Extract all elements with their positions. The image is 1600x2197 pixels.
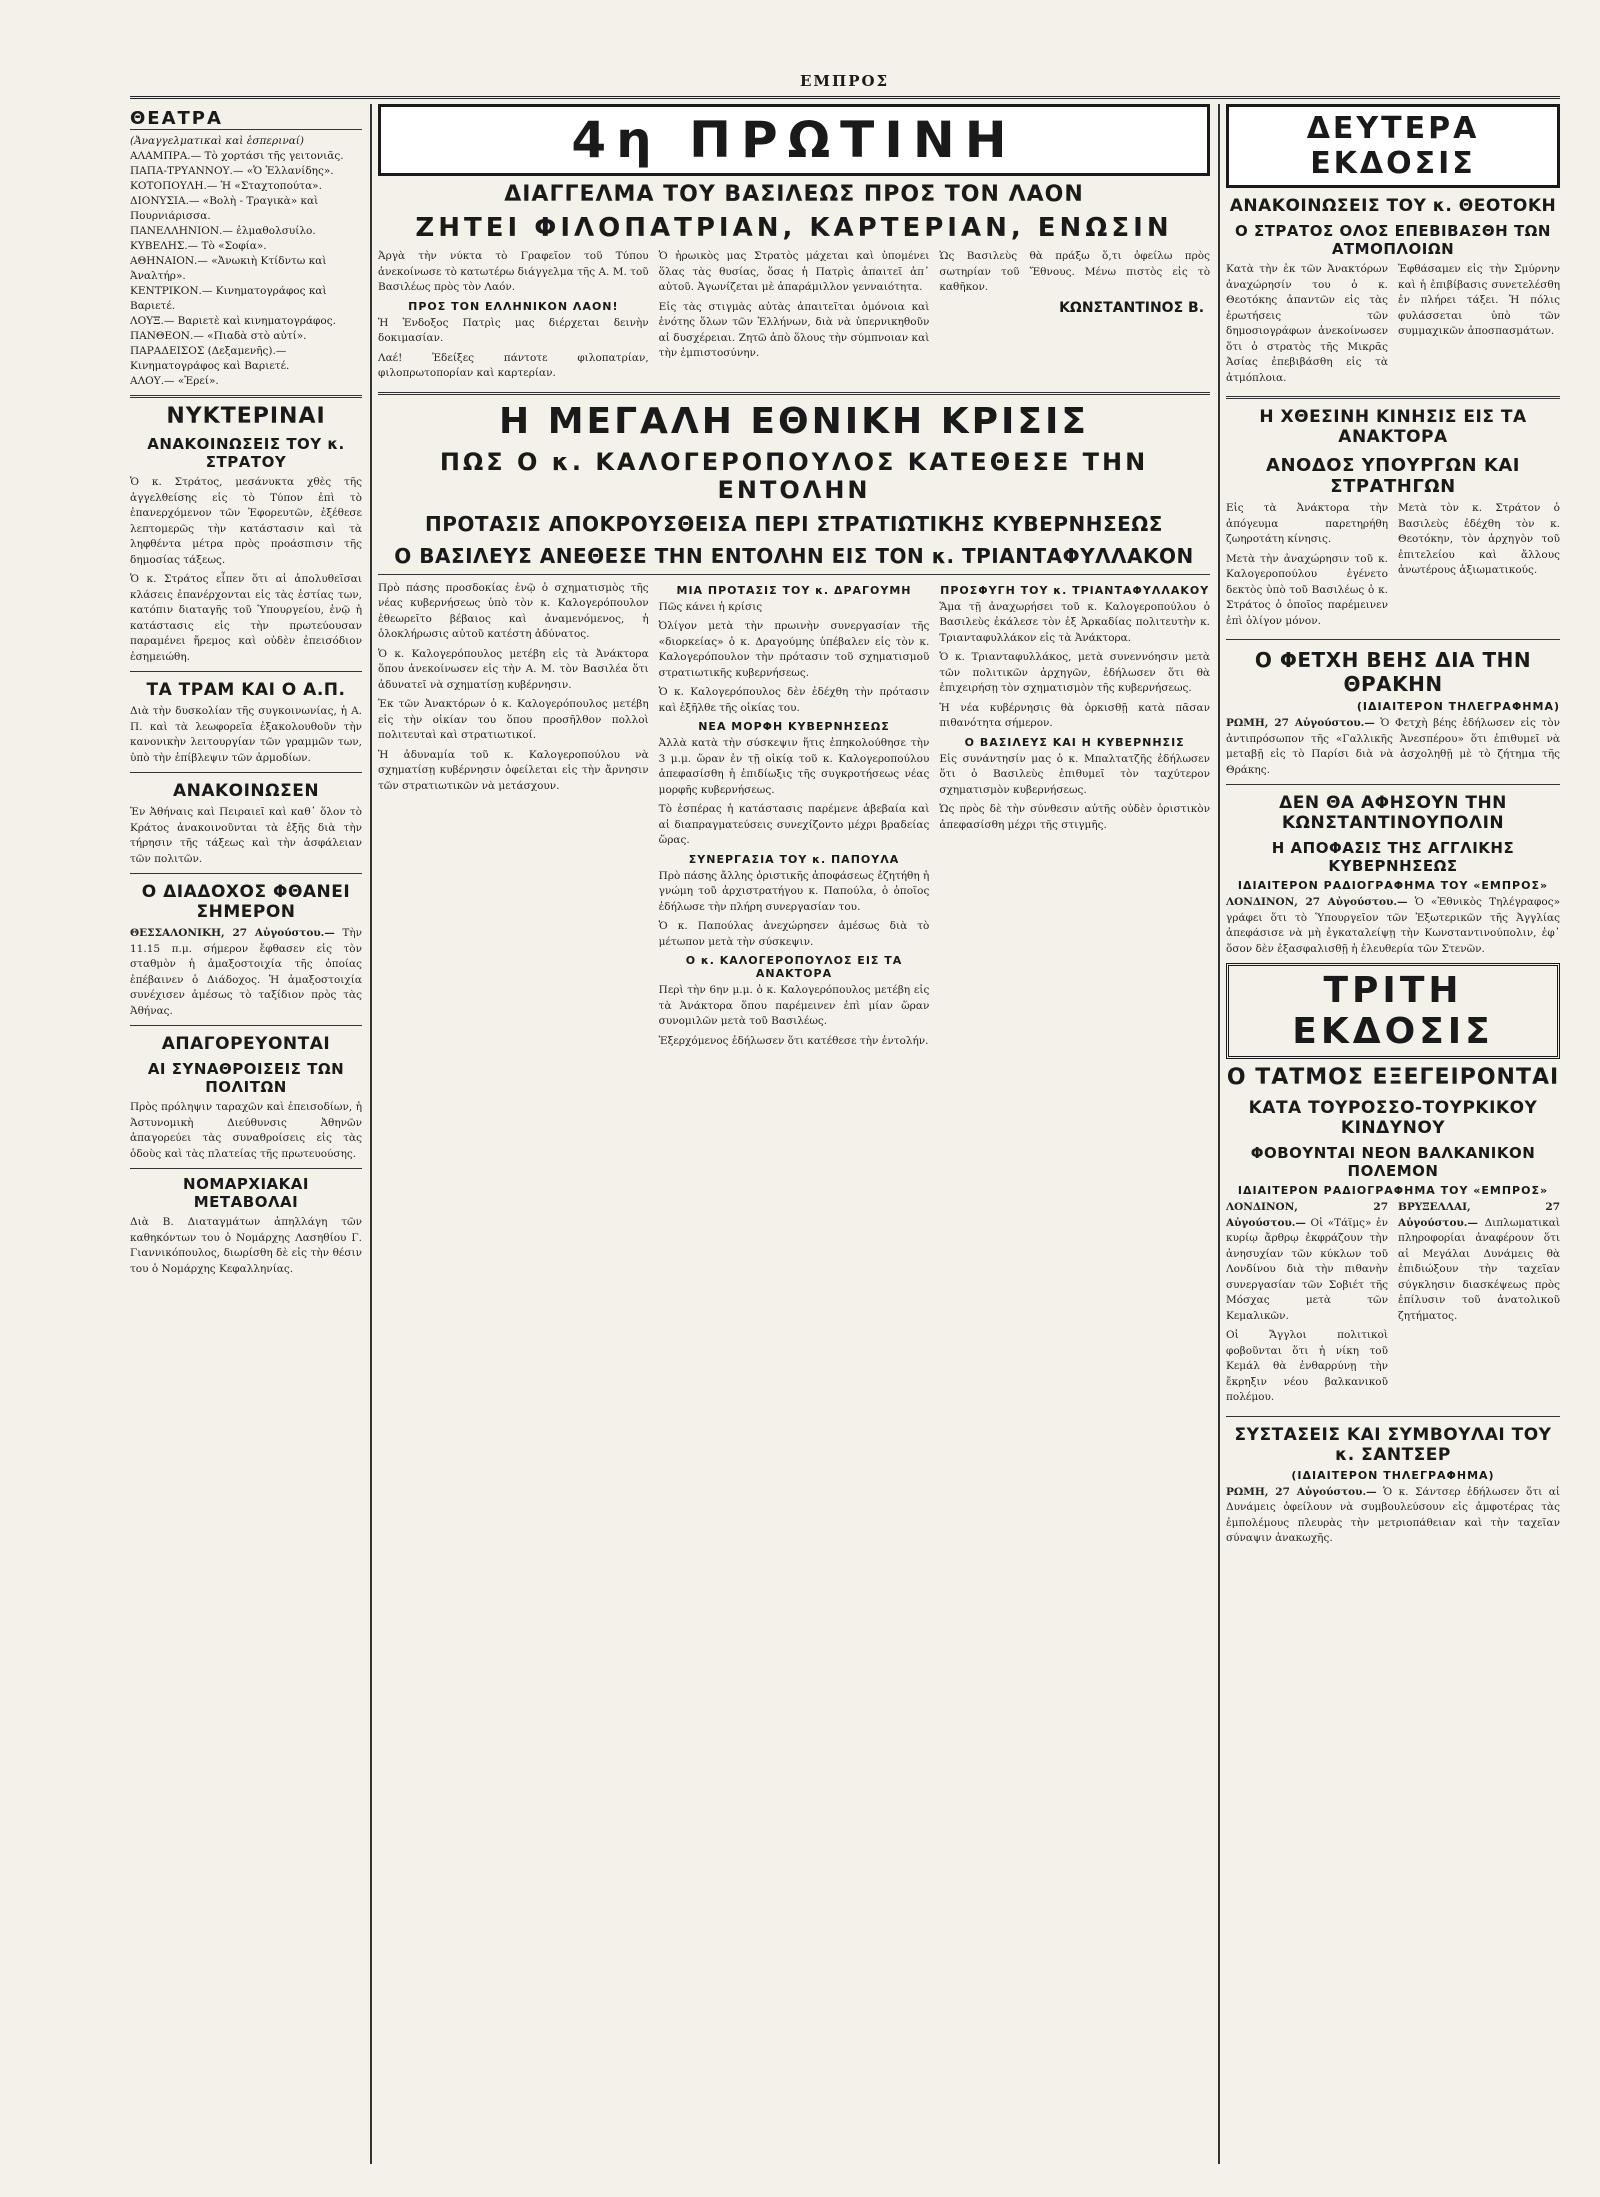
divider (378, 392, 1210, 395)
divider (378, 574, 1210, 575)
article-paragraph: Περὶ τὴν 6ην μ.μ. ὁ κ. Καλογερόπουλος μετέβη εἰς τὰ Ἀνάκτορα ὅπου παρέμεινεν ἐπὶ μίαν ὥραν συνομιλῶν μετὰ τοῦ Βασιλέως. (658, 984, 930, 1027)
cpl-tag: ΙΔΙΑΙΤΕΡΟΝ ΡΑΔΙΟΓΡΑΦΗΜΑ ΤΟΥ «ΕΜΠΡΟΣ» (1237, 879, 1549, 892)
article-paragraph (1226, 1485, 1560, 1547)
theot-title: ΑΝΑΚΟΙΝΩΣΕΙΣ ΤΟΥ κ. ΘΕΟΤΟΚΗ (1229, 196, 1557, 216)
divider (130, 873, 362, 874)
text-column (1226, 501, 1388, 633)
article-paragraph: Τὸ ἐσπέρας ἡ κατάστασις παρέμενε ἀβεβαία καὶ αἱ διαπραγματεύσεις συνεχίζοντο μέχρι βραδείας ὥρας. (658, 803, 930, 846)
section-heading: ΜΙΑ ΠΡΟΤΑΣΙΣ ΤΟΥ κ. ΔΡΑΓΟΥΜΗ (676, 583, 912, 597)
top-bar (130, 70, 1560, 99)
article-text: Ὁ «Ἐθνικὸς Τηλέγραφος» γράφει ὅτι τὸ Ὑπουργεῖον τῶν Ἐξωτερικῶν τῆς Ἀγγλίας ἀπεφάσισε νὰ μὴ ἐγκαταλείψῃ τὴν Κωνσταντινούπολιν, ἐφ᾽ ὅσον δὲν ἐξασφαλισθῇ ἡ ἐλευθερία τῶν Στενῶν. (1226, 896, 1560, 955)
turks-subtitle: ΚΑΤΑ ΤΟΥΡΟΣΣΟ-ΤΟΥΡΚΙΚΟΥ ΚΙΝΔΥΝΟΥ (1248, 1098, 1538, 1138)
article-paragraph: Πῶς κάνει ἡ κρίσις (658, 600, 763, 613)
theatre-entry: ΠΑΝΘΕΟΝ.— «Πιαδὰ στὸ αὐτί». (130, 330, 307, 342)
dateline: ΒΡΥΞΕΛΛΑΙ, 27 Αὐγούστου.— (1398, 1201, 1560, 1229)
text-column (659, 581, 930, 1054)
article-paragraph: Ἐφθάσαμεν εἰς τὴν Σμύρνην καὶ ἡ ἐπιβίβασις συνετελέσθη ἐν πλήρει τάξει. Ἡ πόλις φυλάσσεται ὑπὸ τῶν συμμαχικῶν ἀποσπασμάτων. (1398, 263, 1560, 337)
article-paragraph: Εἰς τὰ Ἀνάκτορα τὴν ἀπόγευμα παρετηρήθη ζωηροτάτη κίνησις. (1226, 502, 1388, 545)
article-paragraph: Κατὰ τὴν ἐκ τῶν Ἀνακτόρων ἀναχώρησίν του ὁ κ. Θεοτόκης ἀπαντῶν εἰς τὰς ἐρωτήσεις τῶν δημοσιογράφων ἀνεκοίνωσεν ὅτι ὁ στρατὸς τῆς Μικρᾶς Ἀσίας ἐπεβιβάσθη εἰς τὰ ἀτμόπλοια. (1226, 263, 1388, 384)
left-column (130, 104, 362, 2164)
decree-signature: ΚΩΝΣΤΑΝΤΙΝΟΣ Β. (1059, 299, 1205, 316)
text-column (659, 249, 930, 386)
paper-name: ΕΜΠΡΟΣ (800, 72, 890, 90)
theatre-entry: ΛΟΥΞ.— Βαριετὲ καὶ κινηματογράφος. (130, 315, 336, 327)
section-heading: ΠΡΟΣΦΥΓΗ ΤΟΥ κ. ΤΡΙΑΝΤΑΦΥΛΛΑΚΟΥ (940, 583, 1210, 597)
article-paragraph (1226, 716, 1560, 778)
section-heading: ΝΕΑ ΜΟΡΦΗ ΚΥΒΕΡΝΗΣΕΩΣ (698, 720, 890, 733)
section-heading: Ο κ. ΚΑΛΟΓΕΡΟΠΟΥΛΟΣ ΕΙΣ ΤΑ ΑΝΑΚΤΟΡΑ (685, 954, 903, 980)
article-paragraph: Πρὸ πάσης ἄλλης ὁριστικῆς ἀποφάσεως ἐζητήθη ἡ γνώμη τοῦ ἀρχιστρατήγου κ. Παπούλα, ὁ ὁποῖος ἐδήλωσε τὴν πλήρη συνεργασίαν του. (658, 869, 930, 913)
turks-subtitle: ΦΟΒΟΥΝΤΑΙ ΝΕΟΝ ΒΑΛΚΑΝΙΚΟΝ ΠΟΛΕΜΟΝ (1250, 1144, 1536, 1180)
theatre-entry: ΑΛΑΜΠΡΑ.— Τὸ χορτάσι τῆς γειτονιᾶς. (130, 150, 344, 162)
right-column (1226, 104, 1560, 2164)
divider (130, 671, 362, 672)
text-column (1398, 1200, 1560, 1410)
article-paragraph: Οἱ Ἄγγλοι πολιτικοὶ φοβοῦνται ὅτι ἡ νίκη τοῦ Κεμάλ θὰ ἐνθαρρύνῃ τὴν ἔκρηξιν νέου βαλκανικοῦ πολέμου. (1226, 1329, 1388, 1403)
crisis-body (378, 581, 1210, 1054)
article-paragraph: Ἐν Ἀθήναις καὶ Πειραιεῖ καὶ καθ᾽ ὅλον τὸ Κράτος ἀνακοινοῦνται τὰ ἑξῆς διὰ τὴν τήρησιν τῆς τάξεως καὶ τὴν ἀσφάλειαν τῶν πολιτῶν. (130, 806, 362, 865)
edition-masthead: ΔΕΥΤΕΡΑ ΕΚΔΟΣΙΣ (1226, 104, 1560, 188)
divider (1226, 784, 1560, 785)
divider (130, 772, 362, 773)
article-paragraph: Ὀλίγον μετὰ τὴν πρωινὴν συνεργασίαν τῆς «διορκείας» ὁ κ. Δραγούμης ὑπέβαλεν εἰς τὸν κ. Καλογερόπουλον τὴν πρότασιν τοῦ σχηματισμοῦ στρατιωτικῆς κυβερνήσεως. (658, 620, 930, 679)
nomarch-title: ΝΟΜΑΡΧΙΑΚΑΙ ΜΕΤΑΒΟΛΑΙ (183, 1175, 309, 1211)
article-paragraph: Διὰ Β. Διαταγμάτων ἀπηλλάγη τῶν καθηκόντων του ὁ Νομάρχης Λασηθίου Γ. Γιαννικόπουλος, διωρίσθη δὲ εἰς τὴν θέσιν του ὁ Νομάρχης Κεφαλληνίας. (130, 1216, 362, 1275)
text-column (1398, 501, 1560, 633)
article-paragraph (1226, 1200, 1388, 1324)
article-paragraph: Ἅμα τῇ ἀναχωρήσει τοῦ κ. Καλογεροπούλου ὁ Βασιλεὺς ἐκάλεσε τὸν ἐξ Ἀρκαδίας πολιτευτὴν κ. Τριανταφυλλάκον εἰς τὰ Ἀνάκτορα. (939, 600, 1210, 644)
article-text: Ὁ κ. Σάντσερ ἐδήλωσεν ὅτι αἱ Δυνάμεις ὀφείλουν νὰ συμβουλεύσουν εἰς ἀμφοτέρας τὰς ἐμπολέμους πλευρὰς τὴν μετριοπάθειαν καὶ τὴν ταχεῖαν σύναψιν ἀνακωχῆς. (1226, 1485, 1560, 1544)
decree-heading: ΠΡΟΣ ΤΟΝ ΕΛΛΗΝΙΚΟΝ ΛΑΟΝ! (408, 299, 619, 313)
cpl-subtitle: Η ΑΠΟΦΑΣΙΣ ΤΗΣ ΑΓΓΛΙΚΗΣ ΚΥΒΕΡΝΗΣΕΩΣ (1271, 839, 1515, 875)
article-paragraph: Πρὸς πρόληψιν ταραχῶν καὶ ἐπεισοδίων, ἡ Ἀστυνομικὴ Διεύθυνσις Ἀθηνῶν ἀπαγορεύει τὰς συναθροίσεις εἰς τὰς ὁδοὺς καὶ τὰς πλατείας τῆς πρωτευούσης. (130, 1101, 362, 1160)
crisis-subtitle: Ο ΒΑΣΙΛΕΥΣ ΑΝΕΘΕΣΕ ΤΗΝ ΕΝΤΟΛΗΝ ΕΙΣ ΤΟΝ κ. ΤΡΙΑΝΤΑΦΥΛΛΑΚΟΝ (394, 543, 1194, 568)
ban-subtitle: ΑΙ ΣΥΝΑΘΡΟΙΣΕΙΣ ΤΩΝ ΠΟΛΙΤΩΝ (147, 1060, 345, 1096)
text-column (378, 581, 649, 1054)
diadochos-title: Ο ΔΙΑΔΟΧΟΣ ΦΘΑΝΕΙ ΣΗΜΕΡΟΝ (141, 882, 351, 922)
text-column (939, 249, 1210, 386)
theatre-list (130, 149, 362, 389)
divider (130, 395, 362, 398)
palace-title: Η ΧΘΕΣΙΝΗ ΚΙΝΗΣΙΣ ΕΙΣ ΤΑ ΑΝΑΚΤΟΡΑ (1259, 407, 1527, 447)
divider (1226, 639, 1560, 640)
theatre-entry: ΑΛΟΥ.— «Ἐρεί». (130, 375, 219, 387)
column-divider (1218, 104, 1220, 2164)
article-paragraph: Πρὸ πάσης προσδοκίας ἐνῷ ὁ σχηματισμὸς τῆς νέας κυβερνήσεως ὑπὸ τὸν κ. Καλογερόπουλον ἐθεωρεῖτο βέβαιος καὶ ἀναμενόμενος, ἡ ὁλοκλήρωσις αὐτοῦ κατέστη ἀδύνατος. (378, 581, 649, 640)
article-text: Οἱ «Τάϊμς» ἐν κυρίῳ ἄρθρῳ ἐκφράζουν τὴν ἀνησυχίαν τῶν κύκλων τοῦ Λονδίνου διὰ τὴν πιθανὴν συνεργασίαν τῶν Σοβιέτ τῆς Μόσχας μετὰ τῶν Κεμαλικῶν. (1226, 1216, 1388, 1322)
article-paragraph: Ὁ κ. Καλογερόπουλος μετέβη εἰς τὰ Ἀνάκτορα ὅπου ἀνεκοίνωσεν εἰς τὴν Α. Μ. τὸν Βασιλέα ὅτι ἀδυνατεῖ νὰ σχηματίσῃ κυβέρνησιν. (378, 647, 649, 691)
palace-subtitle: ΑΝΟΔΟΣ ΥΠΟΥΡΓΩΝ ΚΑΙ ΣΤΡΑΤΗΓΩΝ (1266, 455, 1520, 497)
article-paragraph: Ὁ κ. Παπούλας ἀνεχώρησεν ἀμέσως διὰ τὸ μέτωπον μετὰ τὴν σύσκεψιν. (658, 920, 930, 948)
decree-title: ΔΙΑΓΓΕΛΜΑ ΤΟΥ ΒΑΣΙΛΕΩΣ ΠΡΟΣ ΤΟΝ ΛΑΟΝ (504, 182, 1084, 207)
article-paragraph: Ὡς Βασιλεὺς θὰ πράξω ὅ,τι ὀφείλω πρὸς σωτηρίαν τοῦ Ἔθνους. Μένω πιστὸς εἰς τὸ καθῆκον. (939, 250, 1210, 293)
newspaper-page (130, 70, 1560, 2180)
dateline: ΡΩΜΗ, 27 Αὐγούστου.— (1226, 717, 1375, 729)
article-paragraph: Ἡ Ἐνδοξος Πατρὶς μας διέρχεται δεινὴν δοκιμασίαν. (378, 316, 649, 344)
article-text: Ὁ Φετχὴ βέης ἐδήλωσεν εἰς τὸν ἀντιπρόσωπον τῆς «Γαλλικῆς Ἀνεσπέρου» ὅτι ἐπιθυμεῖ νὰ μεταβῇ εἰς τὸ Παρίσι διὰ νὰ ἀσχοληθῇ μὲ τὸ ζήτημα τῆς Θράκης. (1226, 717, 1560, 776)
theot-subtitle: Ο ΣΤΡΑΤΟΣ ΟΛΟΣ ΕΠΕΒΙΒΑΣΘΗ ΤΩΝ ΑΤΜΟΠΛΟΙΩΝ (1234, 222, 1551, 258)
article-paragraph: Εἰς συνάντησίν μας ὁ κ. Μπαλτατζῆς ἐδήλωσεν ὅτι ὁ Βασιλεὺς ἐπιθυμεῖ τὸν ταχύτερον σχηματισμὸν κυβερνήσεως. (939, 752, 1210, 796)
article-paragraph: Ἐκ τῶν Ἀνακτόρων ὁ κ. Καλογερόπουλος μετέβη εἰς τὴν οἰκίαν του ὅπου προσῆλθον πολλοὶ πολιτευταὶ καὶ στρατιωτικοί. (378, 698, 649, 741)
tram-title: ΤΑ ΤΡΑΜ ΚΑΙ Ο Α.Π. (146, 680, 346, 700)
sanz-tag: (ΙΔΙΑΙΤΕΡΟΝ ΤΗΛΕΓΡΑΦΗΜΑ) (1291, 1468, 1495, 1482)
text-column (1398, 262, 1560, 390)
text-column (1226, 1200, 1388, 1410)
article-paragraph: Ἡ νέα κυβέρνησις θὰ ὁρκισθῇ κατὰ πᾶσαν πιθανότητα σήμερον. (939, 701, 1210, 729)
article-paragraph: Ὁ ἡρωικὸς μας Στρατὸς μάχεται καὶ ὑπομένει ὅλας τὰς θυσίας, ὅσας ἡ Πατρὶς ἀπαιτεῖ ἀπ᾽ αὐτοῦ. Ἀγωνίζεται μὲ ἀπαράμιλλον γενναιότητα. (658, 250, 930, 293)
theatre-entry: ΚΟΤΟΠΟΥΛΗ.— Ἡ «Σταχτοπούτα». (130, 180, 322, 192)
third-edition-masthead: ΤΡΙΤΗ ΕΚΔΟΣΙΣ (1226, 963, 1560, 1059)
column-divider (370, 104, 372, 2164)
decree-subtitle: ΖΗΤΕΙ ΦΙΛΟΠΑΤΡΙΑΝ, ΚΑΡΤΕΡΙΑΝ, ΕΝΩΣΙΝ (415, 213, 1173, 243)
article-paragraph: Ἀλλὰ κατὰ τὴν σύσκεψιν ἥτις ἐπηκολούθησε τὴν 3 μ.μ. ὥραν ἐν τῇ οἰκίᾳ τοῦ κ. Καλογεροπούλου ἀπεφασίσθη ἡ ἐπιδίωξις τῆς συγκροτήσεως νέας μορφῆς κυβερνήσεως. (658, 737, 930, 796)
theatre-title: ΘΕΑΤΡΑ (130, 108, 362, 130)
ban-title: ΑΠΑΓΟΡΕΥΟΝΤΑΙ (161, 1034, 331, 1054)
edition-masthead: 4η ΠΡΩΤΙΝΗ (378, 104, 1210, 176)
crisis-subtitle: ΠΡΟΤΑΣΙΣ ΑΠΟΚΡΟΥΣΘΕΙΣΑ ΠΕΡΙ ΣΤΡΑΤΙΩΤΙΚΗΣ ΚΥΒΕΡΝΗΣΕΩΣ (425, 511, 1163, 536)
text-column (939, 581, 1210, 1054)
theatre-subtitle: (Ἀναγγελματικαὶ καὶ ἑσπεριναί) (130, 135, 305, 147)
divider (130, 1168, 362, 1169)
article-paragraph: Ἐξερχόμενος ἐδήλωσεν ὅτι κατέθεσε τὴν ἐντολήν. (658, 1034, 929, 1047)
divider (1226, 396, 1560, 399)
divider (130, 1025, 362, 1026)
article-text: Τὴν 11.15 π.μ. σήμερον ἔφθασεν εἰς τὸν σταθμὸν ἡ ἀμαξοστοιχία τῆς ὁποίας ἐπέβαινεν ὁ Διάδοχος. Ἡ ἀμαξοστοιχία συνέχισεν ἀμέσως τὸ ταξίδιον πρὸς τὰς Ἀθήνας. (130, 927, 362, 1017)
article-paragraph (130, 926, 362, 1019)
announce-title: ΑΝΑΚΟΙΝΩΣΕΝ (172, 781, 320, 801)
theatre-entry: ΚΕΝΤΡΙΚΟΝ.— Κινηματογράφος καὶ Βαριετέ. (130, 285, 327, 312)
theot-body (1226, 262, 1560, 390)
article-paragraph: Διὰ τὴν δυσκολίαν τῆς συγκοινωνίας, ἡ Α. Π. καὶ τὰ λεωφορεῖα ἐξακολουθοῦν τὴν κανονικὴν λειτουργίαν τῶν γραμμῶν των, ὑπὸ τὴν ἐπίβλεψιν τῶν ἀρμοδίων. (130, 705, 362, 764)
palace-body (1226, 501, 1560, 633)
center-column (378, 104, 1210, 2164)
cpl-title: ΔΕΝ ΘΑ ΑΦΗΣΟΥΝ ΤΗΝ ΚΩΝΣΤΑΝΤΙΝΟΥΠΟΛΙΝ (1279, 793, 1507, 833)
theatre-entry: ΠΑΝΕΛΛΗΝΙΟΝ.— ἐλμαθολσυίλο. (130, 225, 316, 237)
section-heading: ΣΥΝΕΡΓΑΣΙΑ ΤΟΥ κ. ΠΑΠΟΥΛΑ (688, 852, 900, 866)
article-text: Διπλωματικαὶ πληροφορίαι ἀναφέρουν ὅτι αἱ Μεγάλαι Δυνάμεις θὰ ἐπιδιώξουν τὴν ταχεῖαν σύγκλησιν διασκέψεως πρὸς ἐπίλυσιν τοῦ ἀνατολικοῦ ζητήματος. (1398, 1216, 1560, 1322)
article-paragraph: Λαέ! Ἐδείξες πάντοτε φιλοπατρίαν, φιλοπρωτοπορίαν καὶ καρτερίαν. (378, 351, 649, 379)
sanz-title: ΣΥΣΤΑΣΕΙΣ ΚΑΙ ΣΥΜΒΟΥΛΑΙ ΤΟΥ κ. ΣΑΝΤΣΕΡ (1234, 1424, 1552, 1465)
turks-tag: ΙΔΙΑΙΤΕΡΟΝ ΡΑΔΙΟΓΡΑΦΗΜΑ ΤΟΥ «ΕΜΠΡΟΣ» (1237, 1184, 1549, 1197)
article-paragraph: Ἀργὰ τὴν νύκτα τὸ Γραφεῖον τοῦ Τύπου ἀνεκοίνωσε τὸ κατωτέρω διάγγελμα τῆς Α. Μ. τοῦ Βασιλέως πρὸς τὸν Λαόν. (378, 250, 649, 293)
article-paragraph: Ὁ κ. Στράτος εἶπεν ὅτι αἱ ἀπολυθεῖσαι κλάσεις ἐπανέρχονται εἰς τὰς ἑστίας των, κατόπιν διαταγῆς τοῦ Ὑπουργείου, ἐνῷ ἡ κατάστασις εἰς τὴν πρωτεύουσαν παραμένει ἤρεμος καὶ οὐδὲν ἐπεισόδιον ἐσημειώθη. (130, 573, 362, 663)
article-paragraph: Εἰς τὰς στιγμὰς αὐτὰς ἀπαιτεῖται ὁμόνοια καὶ ἑνότης ὅλων τῶν Ἑλλήνων, διὰ νὰ ὑπερνικηθοῦν αἱ δυσχέρειαι. Ζητῶ ἀπὸ ὅλους τὴν σύμπνοιαν καὶ τὴν ἐμπιστοσύνην. (658, 300, 930, 359)
dateline: ΛΟΝΔΙΝΟΝ, 27 Αὐγούστου.— (1226, 1201, 1388, 1229)
article-paragraph: Ὡς πρὸς δὲ τὴν σύνθεσιν αὐτῆς οὐδὲν ὁριστικὸν ἀπεφασίσθη μέχρι τῆς στιγμῆς. (939, 803, 1210, 831)
article-paragraph: Ἡ ἀδυναμία τοῦ κ. Καλογεροπούλου νὰ σχηματίσῃ κυβέρνησιν ὀφείλεται εἰς τὴν ἄρνησιν τῶν στρατιωτικῶν νὰ μετάσχουν. (378, 748, 649, 792)
article-paragraph: Μετὰ τὴν ἀναχώρησιν τοῦ κ. Καλογεροπούλου ἐγένετο δεκτὸς ὑπὸ τοῦ Βασιλέως ὁ κ. Στράτος ὁ ὁποῖος παρέμεινεν ἐπὶ ὀλίγον μόνον. (1226, 552, 1388, 627)
dateline: ΛΟΝΔΙΝΟΝ, 27 Αὐγούστου.— (1226, 896, 1408, 908)
turks-body (1226, 1200, 1560, 1410)
article-paragraph (1398, 1200, 1560, 1324)
theatre-entry: ΑΘΗΝΑΙΟΝ.— «Ἀνωκιὴ Κτίδντω καὶ Ἀναλτήρ». (130, 255, 327, 282)
article-paragraph: Μετὰ τὸν κ. Στράτον ὁ Βασιλεὺς ἐδέχθη τὸν κ. Θεοτόκην, τὸν ἀρχηγὸν τοῦ ἐπιτελείου καὶ ἄλλους ἀνωτέρους ἀξιωματικούς. (1398, 502, 1560, 576)
divider (1226, 1416, 1560, 1417)
theatre-entry: ΔΙΟΝΥΣΙΑ.— «Βολὴ - Τραγικὰ» καὶ Πουρνιάρισσα. (130, 195, 319, 222)
text-column (378, 249, 649, 386)
section-heading: Ο ΒΑΣΙΛΕΥΣ ΚΑΙ Η ΚΥΒΕΡΝΗΣΙΣ (964, 735, 1185, 749)
article-paragraph: Ὁ κ. Τριανταφυλλάκος, μετὰ συνεννόησιν μετὰ τῶν πολιτικῶν ἀρχηγῶν, ἐδήλωσεν ὅτι θὰ ἐπιχειρήσῃ τὸν σχηματισμὸν τῆς κυβερνήσεως. (939, 651, 1210, 694)
crisis-subtitle: ΠΩΣ Ο κ. ΚΑΛΟΓΕΡΟΠΟΥΛΟΣ ΚΑΤΕΘΕΣΕ ΤΗΝ ΕΝΤΟΛΗΝ (439, 447, 1149, 504)
thrace-title: Ο ΦΕΤΧΗ ΒΕΗΣ ΔΙΑ ΤΗΝ ΘΡΑΚΗΝ (1254, 648, 1532, 696)
text-column (1226, 262, 1388, 390)
dateline: ΘΕΣΣΑΛΟΝΙΚΗ, 27 Αὐγούστου.— (130, 927, 335, 939)
article-paragraph: Ὁ κ. Στράτος, μεσάνυκτα χθὲς τῆς ἀγγελθείσης εἰς τὸ Τύπον ἐπὶ τὸ ἐπανερχόμενον τῶν Ἐφορευτῶν, ἐξέθεσε λεπτομερῶς τὴν κατάστασιν καὶ τὰ ληφθέντα μέτρα πρὸς προάσπισιν τῆς δημοσίας τάξεως. (130, 476, 362, 566)
theatre-entry: ΚΥΒΕΛΗΣ.— Τὸ «Σοφία». (130, 240, 267, 252)
article-paragraph: Ὁ κ. Καλογερόπουλος δὲν ἐδέχθη τὴν πρότασιν καὶ ἐξῆλθε τῆς οἰκίας του. (658, 686, 930, 714)
turks-title: Ο ΤΑΤΜΟΣ ΕΞΕΓΕΙΡΟΝΤΑΙ (1226, 1065, 1560, 1090)
theatre-entry: ΠΑΠΑ-ΤΡΥΑΝΝΟΥ.— «Ὁ Ἐλλανίδης». (130, 165, 334, 177)
decree-body (378, 249, 1210, 386)
article-paragraph (1226, 895, 1560, 957)
theatre-entry: ΠΑΡΑΔΕΙΣΟΣ (Δεξαμενῆς).— Κινηματογράφος καὶ Βαριετέ. (130, 345, 290, 372)
thrace-tag: (ΙΔΙΑΙΤΕΡΟΝ ΤΗΛΕΓΡΑΦΗΜΑ) (1356, 700, 1560, 713)
night-subtitle: ΑΝΑΚΟΙΝΩΣΕΙΣ ΤΟΥ κ. ΣΤΡΑΤΟΥ (147, 435, 345, 471)
crisis-title: Η ΜΕΓΑΛΗ ΕΘΝΙΚΗ ΚΡΙΣΙΣ (499, 400, 1089, 442)
night-title: ΝΥΚΤΕΡΙΝΑΙ (166, 404, 326, 429)
dateline: ΡΩΜΗ, 27 Αὐγούστου.— (1226, 1485, 1377, 1498)
